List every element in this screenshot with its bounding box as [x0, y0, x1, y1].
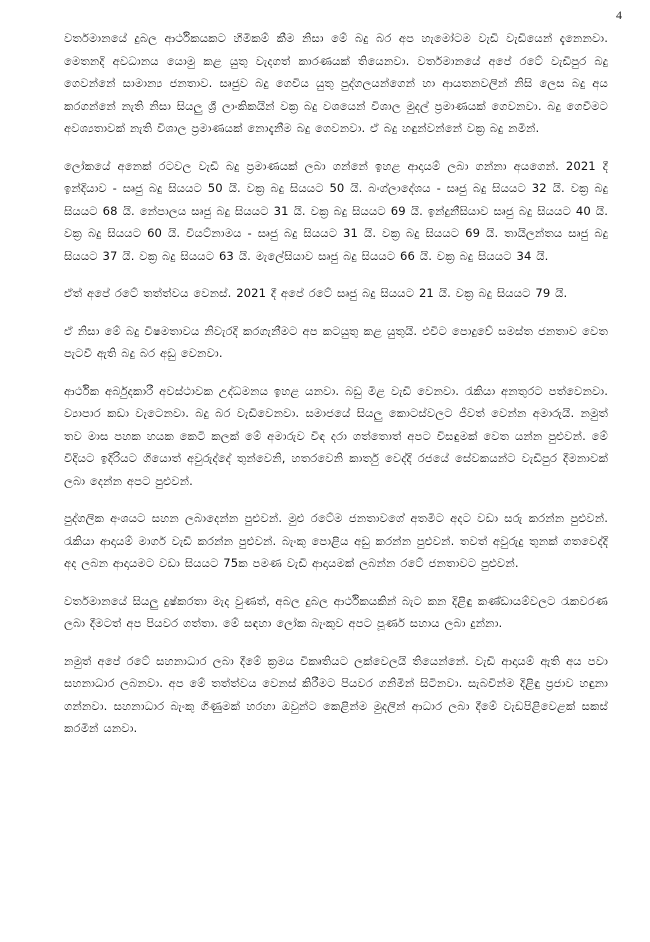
paragraph-correct-imbalance: ඒ නිසා මේ බදු විෂමතාවය නිවැරදි කරගැනීමට අප කටයුතු කළ යුතුයි. එවිට පොදුවේ සමස්ත ජනතාව වෙත පැටවී ඇති බදු බර අඩු වෙනවා.	[64, 323, 608, 360]
paragraph-welfare-reform: නමුත් අපේ රටේ සහනාධාර ලබා දීමේ ක්‍රමය විකෘතියට ලක්වෙලයි තියෙන්නේ. වැඩි ආදායම් ඇති අය පවා සහනාධාර ලබනවා. අප මේ තත්ත්වය වෙනස් කිරීමට පියවර ගනිමින් සිටිනවා. සැබවින්ම දිළිඳු ප්‍රජාව හඳුනා ගන්නවා. සහනාධාර බැංකු ගිණුමක් හරහා ඔවුන්ට කෙළින්ම මුදලින් ආධාර ලබා දීමේ වැඩපිළිවෙළක් සකස් කරමින් යනවා.	[64, 653, 608, 735]
paragraph-country-comparison: ලෝකයේ අනෙක් රටවල වැඩි බදු ප්‍රමාණයක් ලබා ගන්නේ ඉහළ ආදායම් ලබා ගන්නා අයගෙන්. 2021 දී ඉන්දියාව - සෘජු බදු සියයට 50 යි. වක්‍ර බදු සියයට 50 යි. බංග්ලාදේශය - සෘජු බදු සියයට 32 යි. වක්‍ර බදු සියයට 68 යි. නේපාලය සෘජු බදු සියයට 31 යි. වක්‍ර බදු සියයට 69 යි. ඉන්දුනීසියාව සෘජු බදු සියයට 40 යි. වක්‍ර බදු සියයට 60 යි. වියට්නාමය - සෘජු බදු සියයට 31 යි. වක්‍ර බදු සියයට 69 යි. තායිලන්තය සෘජු බදු සියයට 37 යි. වක්‍ර බදු සියයට 63 යි. මැලේසියාව සෘජු බදු සියයට 66 යි. වක්‍ර බදු සියයට 34 යි.	[64, 158, 608, 263]
paragraph-economic-crisis: ආර්ථික අර්බුදකාරී අවස්ථාවක උද්ධමනය ඉහළ යනවා. බඩු මිළ වැඩි වෙනවා. රැකියා අනතුරට පත්වෙනවා. ව්‍යාපාර කඩා වැටෙනවා. බදු බර වැඩිවෙනවා. සමාජයේ සියලු කොටස්වලට ජීවත් වෙන්න අමාරුයි. නමුත් තව මාස පහක හයක කෙටි කලක් මේ අමාරුව විඳ දරා ගත්තොත් අපට විසඳුමක් වෙත යන්න පුළුවන්. මේ විදියට ඉදිරියට ගියොත් අවුරුද්දේ තුන්වෙනි, හතරවෙනි කාර්තු වෙද්දි රජයේ සේවකයන්ට වැඩිපුර දීමනාවක් ලබා දෙන්න අපට පුළුවන්.	[64, 383, 608, 488]
paragraph-poor-protection: වර්තමානයේ සියලු දුෂ්කරතා මැද වුණත්, අබල දුබල ආර්ථිකයකින් බැට කන දිළිඳු කණ්ඩායම්වලට රැකවරණ ලබා දීමටත් අප පියවර ගත්තා. මේ සඳහා ලෝක බැංකුව අපට පූර්ණ සහාය ලබා දුන්නා.	[64, 593, 608, 630]
paragraph-tax-burden: වර්තමානයේ දුබල ආර්ථිකයකට හිමිකම් කීම නිසා මේ බදු බර අප හැමෝටම වැඩි වැඩියෙන් දැනෙනවා. මෙතනදි අවධානය යොමු කළ යුතු වැදගත් කාරණයක් තියෙනවා. වර්තමානයේ අපේ රටේ වැඩිපුර බදු ගෙවන්නේ සාමාන්‍ය ජනතාව. සෘජුව බදු ගෙවිය යුතු පුද්ගලයන්ගෙන් හා ආයතනවලින් නිසි ලෙස බදු අය කරගන්නේ නැති නිසා සියලු ශ්‍රී ලාංකිකයින් වක්‍ර බදු වශයෙන් විශාල මුදල් ප්‍රමාණයක් ගෙවනවා. බදු ගෙවීමට අවශ්‍යතාවක් නැති විශාල ප්‍රමාණයක් නොදැනීම බදු ගෙවනවා. ඒ බදු හඳුන්වන්නේ වක්‍ර බදු නමින්.	[64, 31, 608, 135]
page-number: 4	[616, 8, 622, 22]
paragraph-sri-lanka-2021: ඒත් අපේ රටේ තත්ත්වය වෙනස්. 2021 දී අපේ රටේ සෘජු බදු සියයට 21 යි. වක්‍ර බදු සියයට 79 යි.	[64, 286, 568, 300]
document-body	[64, 27, 608, 755]
paragraph-private-sector-relief: පුද්ගලික අංශයට සහන ලබාදෙන්න පුළුවන්. මුළු රටේම ජනතාවගේ අතමිට අදට වඩා සරු කරන්න පුළුවන්. රැකියා ආදායම් මාර්ග වැඩි කරන්න පුළුවන්. බැංකු පොළිය අඩු කරන්න පුළුවන්. තවත් අවුරුදු තුනක් ගතවෙද්දි අද ලබන ආදායමට වඩා සියයට 75ක පමණ වැඩි ආදායමක් ලබන්න රටේ ජනතාවට පුළුවන්.	[64, 511, 608, 570]
